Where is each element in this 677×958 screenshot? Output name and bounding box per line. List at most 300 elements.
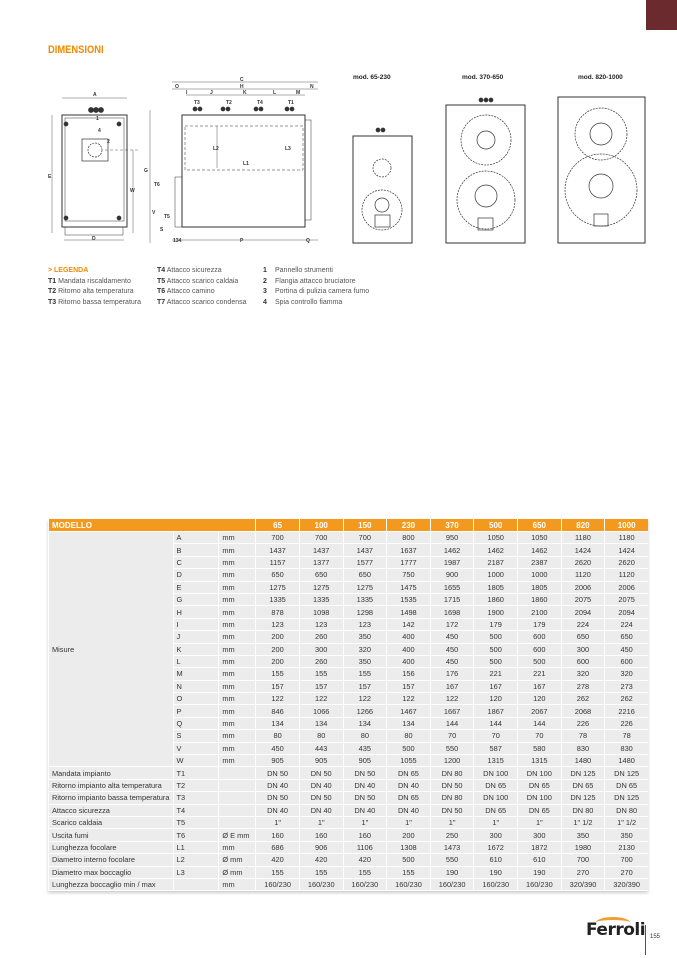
row-code: L3	[173, 866, 219, 878]
row-code: K	[173, 643, 219, 655]
legend-col-3	[263, 266, 369, 308]
value-cell: 500	[474, 631, 518, 643]
value-cell: 450	[605, 643, 648, 655]
value-cell: 1667	[430, 705, 474, 717]
dim-label-T6: T6	[154, 182, 160, 188]
measures-group-label: Misure	[49, 532, 174, 767]
dim-label-T2: T2	[226, 100, 232, 106]
value-cell: 580	[518, 742, 562, 754]
row-code: G	[173, 593, 219, 605]
value-cell: DN 40	[387, 779, 431, 791]
value-cell: 550	[430, 742, 474, 754]
row-unit: mm	[219, 532, 256, 544]
value-cell: 600	[518, 631, 562, 643]
row-unit: mm	[219, 878, 256, 890]
row-code: L	[173, 655, 219, 667]
value-cell: 1577	[343, 556, 387, 568]
value-cell: DN 40	[343, 779, 387, 791]
dim-label-P: P	[240, 238, 244, 244]
value-cell: DN 80	[430, 767, 474, 779]
value-cell: 122	[430, 693, 474, 705]
row-label: Ritorno impianto alta temperatura	[49, 779, 174, 791]
row-unit: Ø mm	[219, 854, 256, 866]
legend-item: T4 Attacco sicurezza	[157, 267, 222, 274]
value-cell: 179	[474, 618, 518, 630]
row-unit: mm	[219, 705, 256, 717]
value-cell: 1698	[430, 606, 474, 618]
value-cell: 144	[518, 717, 562, 729]
value-cell: 123	[343, 618, 387, 630]
row-code: E	[173, 581, 219, 593]
value-cell: 160/230	[343, 878, 387, 890]
value-cell: 450	[430, 631, 474, 643]
value-cell: 1050	[518, 532, 562, 544]
value-cell: 123	[256, 618, 300, 630]
row-code: T6	[173, 829, 219, 841]
value-cell: 686	[256, 841, 300, 853]
value-cell: 350	[343, 655, 387, 667]
value-cell: 300	[474, 829, 518, 841]
value-cell: 2187	[474, 556, 518, 568]
value-cell: 320/390	[605, 878, 648, 890]
row-code: L1	[173, 841, 219, 853]
value-cell: DN 50	[430, 804, 474, 816]
value-cell: 1335	[299, 593, 343, 605]
value-cell: 160	[299, 829, 343, 841]
row-code	[173, 878, 219, 890]
row-unit: mm	[219, 643, 256, 655]
legend-item: T3 Ritorno bassa temperatura	[48, 298, 142, 306]
value-cell: 1275	[343, 581, 387, 593]
value-cell: 278	[561, 680, 605, 692]
value-cell: DN 50	[343, 792, 387, 804]
value-cell: 2216	[605, 705, 648, 717]
row-code: W	[173, 755, 219, 767]
value-cell: 2387	[518, 556, 562, 568]
value-cell: 167	[474, 680, 518, 692]
legend-item: T6 Attacco camino	[157, 288, 215, 295]
value-cell: 1437	[343, 544, 387, 556]
value-cell: 2075	[605, 593, 648, 605]
row-unit: mm	[219, 631, 256, 643]
row-unit: mm	[219, 755, 256, 767]
value-cell: 1805	[474, 581, 518, 593]
row-label: Scarico caldaia	[49, 816, 174, 828]
row-unit: mm	[219, 581, 256, 593]
row-code: B	[173, 544, 219, 556]
value-cell: 900	[430, 569, 474, 581]
value-cell: 179	[518, 618, 562, 630]
row-code: Q	[173, 717, 219, 729]
value-cell: 156	[387, 668, 431, 680]
value-cell: 1120	[605, 569, 648, 581]
value-cell: 2006	[561, 581, 605, 593]
value-cell: 550	[430, 854, 474, 866]
row-code: T2	[173, 779, 219, 791]
value-cell: 650	[605, 631, 648, 643]
value-cell: 80	[387, 730, 431, 742]
value-cell: 1"	[256, 816, 300, 828]
value-cell: 1106	[343, 841, 387, 853]
dim-label-C: C	[240, 77, 244, 83]
table-row	[49, 854, 649, 866]
value-cell: 134	[387, 717, 431, 729]
value-cell: 160	[256, 829, 300, 841]
row-unit: mm	[219, 544, 256, 556]
value-cell: 878	[256, 606, 300, 618]
value-cell: 142	[387, 618, 431, 630]
model-label-65-230: mod. 65-230	[353, 74, 391, 81]
value-cell: DN 125	[605, 767, 648, 779]
model-370-650-drawing	[446, 98, 525, 243]
dim-label-K: K	[243, 90, 247, 96]
value-cell: 1715	[430, 593, 474, 605]
dim-label-D: D	[92, 236, 96, 242]
section-title: DIMENSIONI	[48, 44, 104, 56]
value-cell: 1"	[299, 816, 343, 828]
table-row	[49, 792, 649, 804]
dim-label-G: G	[144, 168, 148, 174]
value-cell: 610	[518, 854, 562, 866]
value-cell: 2006	[605, 581, 648, 593]
value-cell: 1377	[299, 556, 343, 568]
value-cell: DN 40	[256, 779, 300, 791]
table-row	[49, 816, 649, 828]
value-cell: 1315	[474, 755, 518, 767]
value-cell: DN 65	[387, 792, 431, 804]
value-cell: DN 65	[518, 804, 562, 816]
value-cell: 80	[299, 730, 343, 742]
value-cell: 500	[474, 655, 518, 667]
value-cell: 80	[256, 730, 300, 742]
value-cell: 905	[299, 755, 343, 767]
value-cell: 700	[561, 854, 605, 866]
value-cell: 120	[474, 693, 518, 705]
value-cell: 420	[256, 854, 300, 866]
row-label: Uscita fumi	[49, 829, 174, 841]
value-cell: 1" 1/2	[605, 816, 648, 828]
value-cell: 1900	[474, 606, 518, 618]
value-cell: 1"	[430, 816, 474, 828]
dim-label-W: W	[130, 188, 135, 194]
value-cell: 221	[474, 668, 518, 680]
value-cell: 650	[299, 569, 343, 581]
legend-item: T5 Attacco scarico caldaia	[157, 277, 239, 285]
value-cell: 1180	[605, 532, 648, 544]
row-code: H	[173, 606, 219, 618]
value-cell: 1"	[387, 816, 431, 828]
value-cell: 2620	[605, 556, 648, 568]
row-code: N	[173, 680, 219, 692]
row-code: P	[173, 705, 219, 717]
value-cell: 750	[387, 569, 431, 581]
row-code: T4	[173, 804, 219, 816]
value-cell: 300	[299, 643, 343, 655]
row-unit: mm	[219, 668, 256, 680]
model-label-370-650: mod. 370-650	[462, 74, 504, 81]
value-cell: DN 50	[299, 792, 343, 804]
footer-divider	[645, 925, 646, 955]
value-cell: 650	[561, 631, 605, 643]
value-cell: DN 65	[561, 779, 605, 791]
row-label: Mandata impianto	[49, 767, 174, 779]
value-cell: DN 50	[299, 767, 343, 779]
legend-col-1	[48, 266, 141, 308]
dim-label-J: J	[210, 90, 213, 96]
value-cell: 450	[430, 655, 474, 667]
dim-label-L1: L1	[243, 161, 249, 167]
row-unit	[219, 767, 256, 779]
value-cell: DN 65	[518, 779, 562, 791]
value-cell: 155	[343, 866, 387, 878]
value-cell: DN 125	[561, 792, 605, 804]
table-row	[49, 532, 649, 544]
value-cell: 1637	[387, 544, 431, 556]
row-code: V	[173, 742, 219, 754]
value-cell: 1098	[299, 606, 343, 618]
value-cell: 1867	[474, 705, 518, 717]
row-unit: Ø mm	[219, 866, 256, 878]
value-cell: 273	[605, 680, 648, 692]
row-code: T1	[173, 767, 219, 779]
row-unit: mm	[219, 655, 256, 667]
dim-label-T1: T1	[288, 100, 294, 106]
page-number: 155	[650, 934, 661, 940]
value-cell: 144	[474, 717, 518, 729]
value-cell: 1157	[256, 556, 300, 568]
header-modello: MODELLO	[49, 519, 256, 532]
header-model-370: 370	[430, 519, 474, 532]
row-code: I	[173, 618, 219, 630]
value-cell: DN 65	[474, 779, 518, 791]
value-cell: 443	[299, 742, 343, 754]
value-cell: 122	[343, 693, 387, 705]
legend-col-2	[157, 266, 247, 308]
value-cell: DN 65	[605, 779, 648, 791]
value-cell: 160	[343, 829, 387, 841]
legend-item: T7 Attacco scarico condensa	[157, 298, 247, 306]
value-cell: 400	[387, 631, 431, 643]
value-cell: 1805	[518, 581, 562, 593]
row-unit	[219, 804, 256, 816]
dim-label-T5: T5	[164, 214, 170, 220]
header-model-150: 150	[343, 519, 387, 532]
value-cell: DN 100	[474, 767, 518, 779]
value-cell: 190	[518, 866, 562, 878]
value-cell: 250	[430, 829, 474, 841]
row-unit: Ø E mm	[219, 829, 256, 841]
value-cell: 160/230	[518, 878, 562, 890]
row-code: C	[173, 556, 219, 568]
value-cell: 200	[256, 655, 300, 667]
value-cell: 262	[605, 693, 648, 705]
row-unit: mm	[219, 717, 256, 729]
dim-label-L3: L3	[285, 146, 291, 152]
value-cell: 450	[256, 742, 300, 754]
table-row	[49, 804, 649, 816]
value-cell: 1335	[343, 593, 387, 605]
value-cell: 224	[605, 618, 648, 630]
value-cell: 122	[299, 693, 343, 705]
value-cell: 700	[299, 532, 343, 544]
row-code: T5	[173, 816, 219, 828]
dimensions-table	[48, 519, 648, 891]
value-cell: 1000	[518, 569, 562, 581]
value-cell: 1" 1/2	[561, 816, 605, 828]
value-cell: 200	[256, 643, 300, 655]
value-cell: 226	[605, 717, 648, 729]
value-cell: 80	[343, 730, 387, 742]
legend-item: 4 Spia controllo fiamma	[263, 298, 343, 306]
value-cell: 1462	[518, 544, 562, 556]
value-cell: 1672	[474, 841, 518, 853]
value-cell: 700	[605, 854, 648, 866]
value-cell: 905	[343, 755, 387, 767]
value-cell: 172	[430, 618, 474, 630]
value-cell: 1475	[387, 581, 431, 593]
value-cell: 700	[256, 532, 300, 544]
value-cell: DN 50	[430, 779, 474, 791]
row-code: D	[173, 569, 219, 581]
value-cell: 600	[561, 655, 605, 667]
dim-label-V: V	[152, 210, 156, 216]
value-cell: 1"	[343, 816, 387, 828]
table-row	[49, 866, 649, 878]
value-cell: 260	[299, 631, 343, 643]
value-cell: 70	[430, 730, 474, 742]
row-unit	[219, 816, 256, 828]
value-cell: 160/230	[256, 878, 300, 890]
value-cell: DN 50	[343, 767, 387, 779]
side-view-drawing	[150, 82, 318, 243]
value-cell: 155	[256, 866, 300, 878]
value-cell: 906	[299, 841, 343, 853]
value-cell: 160/230	[299, 878, 343, 890]
value-cell: 1335	[256, 593, 300, 605]
row-code: S	[173, 730, 219, 742]
value-cell: 157	[387, 680, 431, 692]
value-cell: 155	[343, 668, 387, 680]
value-cell: 1462	[430, 544, 474, 556]
row-unit: mm	[219, 618, 256, 630]
row-code: J	[173, 631, 219, 643]
table-row	[49, 878, 649, 890]
value-cell: DN 100	[518, 767, 562, 779]
value-cell: DN 40	[256, 804, 300, 816]
value-cell: 176	[430, 668, 474, 680]
value-cell: 160/230	[387, 878, 431, 890]
header-model-650: 650	[518, 519, 562, 532]
dim-label-L: L	[273, 90, 277, 96]
value-cell: 120	[518, 693, 562, 705]
dim-label-I: I	[186, 90, 188, 96]
value-cell: DN 40	[387, 804, 431, 816]
table-row	[49, 829, 649, 841]
value-cell: 270	[561, 866, 605, 878]
model-820-1000-drawing	[558, 97, 645, 243]
value-cell: 70	[518, 730, 562, 742]
value-cell: 221	[518, 668, 562, 680]
value-cell: 1462	[474, 544, 518, 556]
legend-heading: > LEGENDA	[48, 267, 89, 274]
value-cell: 420	[343, 854, 387, 866]
value-cell: 610	[474, 854, 518, 866]
dim-label-L2: L2	[213, 146, 219, 152]
value-cell: 2130	[605, 841, 648, 853]
header-model-820: 820	[561, 519, 605, 532]
row-label: Lunghezza focolare	[49, 841, 174, 853]
dim-label-O: O	[175, 84, 179, 90]
dim-label-T3: T3	[194, 100, 200, 106]
value-cell: DN 125	[561, 767, 605, 779]
row-unit	[219, 779, 256, 791]
value-cell: 700	[343, 532, 387, 544]
value-cell: 650	[343, 569, 387, 581]
value-cell: 1"	[518, 816, 562, 828]
dim-label-1: 1	[96, 116, 99, 122]
value-cell: 350	[605, 829, 648, 841]
dim-label-A: A	[93, 92, 97, 98]
value-cell: 1200	[430, 755, 474, 767]
dim-label-S: S	[160, 227, 164, 233]
value-cell: 122	[256, 693, 300, 705]
row-label: Attacco sicurezza	[49, 804, 174, 816]
value-cell: 2067	[518, 705, 562, 717]
value-cell: 155	[299, 866, 343, 878]
row-code: T3	[173, 792, 219, 804]
value-cell: 1308	[387, 841, 431, 853]
row-unit	[219, 792, 256, 804]
value-cell: 1467	[387, 705, 431, 717]
value-cell: 2094	[605, 606, 648, 618]
value-cell: 134	[343, 717, 387, 729]
value-cell: 155	[299, 668, 343, 680]
value-cell: 600	[518, 643, 562, 655]
dim-label-H: H	[240, 84, 244, 90]
value-cell: 1275	[256, 581, 300, 593]
value-cell: DN 50	[256, 767, 300, 779]
value-cell: 1535	[387, 593, 431, 605]
value-cell: 420	[299, 854, 343, 866]
value-cell: 500	[387, 742, 431, 754]
row-unit: mm	[219, 730, 256, 742]
value-cell: 190	[430, 866, 474, 878]
dimension-drawings	[0, 0, 677, 260]
value-cell: DN 80	[605, 804, 648, 816]
dim-label-E: E	[48, 174, 52, 180]
row-unit: mm	[219, 593, 256, 605]
table-row	[49, 767, 649, 779]
value-cell: DN 65	[387, 767, 431, 779]
value-cell: 155	[387, 866, 431, 878]
value-cell: 1424	[605, 544, 648, 556]
row-label: Diametro max boccaglio	[49, 866, 174, 878]
value-cell: 830	[605, 742, 648, 754]
dim-label-M: M	[296, 90, 301, 96]
value-cell: DN 40	[343, 804, 387, 816]
value-cell: 190	[474, 866, 518, 878]
header-model-500: 500	[474, 519, 518, 532]
row-label: Lunghezza boccaglio min / max	[49, 878, 174, 890]
value-cell: DN 40	[299, 804, 343, 816]
row-code: O	[173, 693, 219, 705]
legend-item: 3 Portina di pulizia camera fumo	[263, 288, 370, 295]
value-cell: 1315	[518, 755, 562, 767]
value-cell: DN 40	[299, 779, 343, 791]
value-cell: DN 50	[256, 792, 300, 804]
row-unit: mm	[219, 606, 256, 618]
value-cell: 1275	[299, 581, 343, 593]
